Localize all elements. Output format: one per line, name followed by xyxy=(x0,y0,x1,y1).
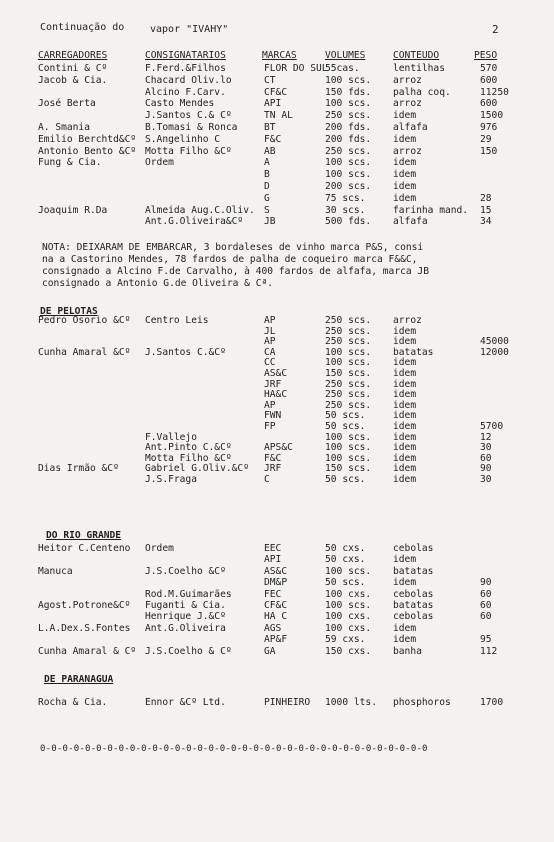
mark-cell: PINHEIRO xyxy=(264,697,311,708)
consignee-cell: J.S.Coelho &Cº xyxy=(145,565,226,577)
contents-cell: idem xyxy=(393,463,417,475)
weight-cell: 34 xyxy=(480,216,492,228)
consignee-cell: Fuganti & Cia. xyxy=(145,600,226,611)
mark-cell: C xyxy=(264,474,270,485)
volume-cell: 250 scs. xyxy=(325,325,372,337)
mark-cell: S xyxy=(264,204,270,216)
mark-cell: D xyxy=(264,181,270,192)
weight-cell: 11250 xyxy=(480,86,509,98)
volume-cell: 100 scs. xyxy=(325,431,372,443)
consignee-cell: Chacard Oliv.lo xyxy=(145,74,232,86)
weight-cell: 60 xyxy=(480,588,492,600)
mark-cell: API xyxy=(264,554,282,566)
mark-cell: A xyxy=(264,157,270,169)
contents-cell: batatas xyxy=(393,565,434,577)
weight-cell: 29 xyxy=(480,133,492,145)
contents-cell: alfafa xyxy=(393,122,428,133)
contents-cell: idem xyxy=(393,110,417,122)
volume-cell: 50 cxs. xyxy=(325,554,366,566)
weight-cell: 15 xyxy=(480,204,492,216)
contents-cell: palha coq. xyxy=(393,86,451,98)
contents-cell: cebolas xyxy=(393,543,434,554)
mark-cell: HA&C xyxy=(264,389,288,401)
volume-cell: 100 scs. xyxy=(325,157,372,169)
weight-cell: 28 xyxy=(480,192,492,204)
weight-cell: 570 xyxy=(480,63,498,74)
note-line: consignado a Antonio G.de Oliveira & Cª. xyxy=(42,278,274,289)
mark-cell: CC xyxy=(264,357,276,369)
volume-cell: 150 scs. xyxy=(325,368,372,379)
mark-cell: FWN xyxy=(264,410,282,422)
weight-cell: 30 xyxy=(480,442,492,454)
note-line: consignado a Alcino F.de Carvalho, à 400 fardos de alfafa, marca JB xyxy=(42,266,429,277)
consignee-cell: Ant.Pinto C.&Cº xyxy=(145,442,232,454)
mark-cell: B xyxy=(264,169,270,181)
contents-cell: farinha mand. xyxy=(393,204,469,216)
consignor-cell: Contini & Cº xyxy=(38,63,108,74)
volume-cell: 55cas. xyxy=(325,63,360,74)
volume-cell: 100 scs. xyxy=(325,600,372,611)
volume-cell: 250 scs. xyxy=(325,315,372,326)
header-volumes: VOLUMES xyxy=(325,50,366,61)
contents-cell: lentilhas xyxy=(393,63,445,74)
mark-cell: AGS xyxy=(264,622,282,634)
contents-cell: alfafa xyxy=(393,216,428,228)
contents-cell: idem xyxy=(393,452,417,464)
contents-cell: idem xyxy=(393,357,417,369)
volume-cell: 100 scs. xyxy=(325,98,372,110)
contents-cell: idem xyxy=(393,181,417,192)
note-line: NOTA: DEIXARAM DE EMBARCAR, 3 bordaleses de vinho marca P&S, consi xyxy=(42,242,424,253)
volume-cell: 250 scs. xyxy=(325,336,372,348)
volume-cell: 59 cxs. xyxy=(325,634,366,646)
consignee-cell: Motta Filho &Cº xyxy=(145,452,232,464)
consignee-cell: Ant.G.Oliveira xyxy=(145,622,226,634)
mark-cell: F&C xyxy=(264,133,282,145)
consignor-cell: Emilio Berchtd&Cº xyxy=(38,133,137,145)
weight-cell: 1700 xyxy=(480,697,504,708)
mark-cell: CF&C xyxy=(264,86,288,98)
consignor-cell: Agost.Potrone&Cº xyxy=(38,600,131,611)
contents-cell: idem xyxy=(393,431,417,443)
weight-cell: 60 xyxy=(480,452,492,464)
volume-cell: 250 scs. xyxy=(325,399,372,411)
weight-cell: 600 xyxy=(480,98,498,110)
contents-cell: arroz xyxy=(393,315,422,326)
consignor-cell: L.A.Dex.S.Fontes xyxy=(38,622,131,634)
consignor-cell: Antonio Bento &Cº xyxy=(38,145,137,157)
volume-cell: 50 cxs. xyxy=(325,543,366,554)
contents-cell: idem xyxy=(393,399,417,411)
weight-cell: 600 xyxy=(480,74,498,86)
volume-cell: 100 cxs. xyxy=(325,588,372,600)
contents-cell: idem xyxy=(393,157,417,169)
consignee-cell: Ant.G.Oliveira&Cº xyxy=(145,216,244,228)
consignee-cell: F.Ferd.&Filhos xyxy=(145,63,226,74)
contents-cell: idem xyxy=(393,634,417,646)
volume-cell: 150 scs. xyxy=(325,463,372,475)
header-consignors: CARREGADORES xyxy=(38,50,108,61)
consignee-cell: J.S.Coelho & Cº xyxy=(145,645,232,657)
header-contents: CONTEUDO xyxy=(393,50,440,61)
mark-cell: G xyxy=(264,192,270,204)
consignee-cell: Rod.M.Guimarães xyxy=(145,588,232,600)
contents-cell: idem xyxy=(393,622,417,634)
consignor-cell: Dias Irmão &Cº xyxy=(38,463,119,475)
volume-cell: 500 fds. xyxy=(325,216,372,228)
consignor-cell: Cunha Amaral &Cº xyxy=(38,346,131,358)
contents-cell: idem xyxy=(393,378,417,390)
volume-cell: 1000 lts. xyxy=(325,697,377,708)
weight-cell: 1500 xyxy=(480,110,504,122)
consignee-cell: B.Tomasi & Ronca xyxy=(145,122,238,133)
contents-cell: banha xyxy=(393,645,422,657)
consignor-cell: Manuca xyxy=(38,565,73,577)
weight-cell: 5700 xyxy=(480,421,504,432)
contents-cell: idem xyxy=(393,336,417,348)
contents-cell: idem xyxy=(393,169,417,181)
volume-cell: 75 scs. xyxy=(325,192,366,204)
page-number: 2 xyxy=(492,23,499,36)
volume-cell: 150 cxs. xyxy=(325,645,372,657)
contents-cell: idem xyxy=(393,577,417,589)
contents-cell: arroz xyxy=(393,98,422,110)
contents-cell: idem xyxy=(393,133,417,145)
consignor-cell: José Berta xyxy=(38,98,96,110)
mark-cell: FP xyxy=(264,421,276,432)
weight-cell: 12000 xyxy=(480,346,509,358)
consignee-cell: Alcino F.Carv. xyxy=(145,86,226,98)
consignee-cell: Gabriel G.Oliv.&Cº xyxy=(145,463,249,475)
consignee-cell: Motta Filho &Cº xyxy=(145,145,232,157)
mark-cell: CT xyxy=(264,74,276,86)
volume-cell: 50 scs. xyxy=(325,410,366,422)
weight-cell: 30 xyxy=(480,474,492,485)
contents-cell: idem xyxy=(393,554,417,566)
volume-cell: 100 scs. xyxy=(325,346,372,358)
volume-cell: 30 scs. xyxy=(325,204,366,216)
weight-cell: 95 xyxy=(480,634,492,646)
section-heading-pelotas: DE PELOTAS xyxy=(40,306,98,317)
volume-cell: 50 scs. xyxy=(325,474,366,485)
mark-cell: HA C xyxy=(264,611,288,623)
consignee-cell: Ordem xyxy=(145,543,174,554)
weight-cell: 150 xyxy=(480,145,498,157)
consignor-cell: Heitor C.Centeno xyxy=(38,543,131,554)
volume-cell: 200 fds. xyxy=(325,122,372,133)
volume-cell: 250 scs. xyxy=(325,389,372,401)
contents-cell: idem xyxy=(393,421,417,432)
mark-cell: FLOR DO SUL xyxy=(264,63,328,74)
consignor-cell: A. Smania xyxy=(38,122,90,133)
consignee-cell: Casto Mendes xyxy=(145,98,215,110)
weight-cell: 112 xyxy=(480,645,498,657)
contents-cell: batatas xyxy=(393,346,434,358)
contents-cell: phosphoros xyxy=(393,697,451,708)
consignor-cell: Jacob & Cia. xyxy=(38,74,108,86)
contents-cell: idem xyxy=(393,325,417,337)
consignee-cell: S.Angelinho C xyxy=(145,133,221,145)
contents-cell: arroz xyxy=(393,145,422,157)
volume-cell: 100 cxs. xyxy=(325,622,372,634)
consignor-cell: Joaquim R.Da xyxy=(38,204,108,216)
consignee-cell: Centro Leis xyxy=(145,315,209,326)
contents-cell: idem xyxy=(393,474,417,485)
volume-cell: 100 cxs. xyxy=(325,611,372,623)
mark-cell: JRF xyxy=(264,463,282,475)
weight-cell: 12 xyxy=(480,431,492,443)
mark-cell: TN AL xyxy=(264,110,293,122)
section-heading-rio-grande: DO RIO GRANDE xyxy=(46,530,122,541)
mark-cell: API xyxy=(264,98,282,110)
consignee-cell: J.Santos C.&Cº xyxy=(145,346,226,358)
mark-cell: JL xyxy=(264,325,276,337)
header-weight: PESO xyxy=(474,50,498,61)
mark-cell: EEC xyxy=(264,543,282,554)
consignor-cell: Pedro Osorio &Cº xyxy=(38,315,131,326)
consignor-cell: Fung & Cia. xyxy=(38,157,102,169)
section-heading-paranagua: DE PARANAGUA xyxy=(44,674,114,685)
contents-cell: cebolas xyxy=(393,588,434,600)
weight-cell: 60 xyxy=(480,600,492,611)
volume-cell: 150 fds. xyxy=(325,86,372,98)
volume-cell: 50 scs. xyxy=(325,577,366,589)
mark-cell: F&C xyxy=(264,452,282,464)
mark-cell: JRF xyxy=(264,378,282,390)
mark-cell: AP&F xyxy=(264,634,288,646)
volume-cell: 100 scs. xyxy=(325,357,372,369)
contents-cell: arroz xyxy=(393,74,422,86)
volume-cell: 100 scs. xyxy=(325,169,372,181)
weight-cell: 90 xyxy=(480,577,492,589)
mark-cell: FEC xyxy=(264,588,282,600)
footer-divider: 0-0-0-0-0-0-0-0-0-0-0-0-0-0-0-0-0-0-0-0-0-0-0-0-0-0-0-0-0-0-0-0-0-0-0 xyxy=(40,744,428,754)
volume-cell: 100 scs. xyxy=(325,452,372,464)
consignee-cell: Ordem xyxy=(145,157,174,169)
contents-cell: cebolas xyxy=(393,611,434,623)
consignee-cell: Ennor &Cº Ltd. xyxy=(145,697,226,708)
volume-cell: 100 scs. xyxy=(325,442,372,454)
volume-cell: 200 scs. xyxy=(325,181,372,192)
vessel-name: vapor "IVAHY" xyxy=(150,24,229,35)
volume-cell: 50 scs. xyxy=(325,421,366,432)
mark-cell: CA xyxy=(264,346,276,358)
contents-cell: idem xyxy=(393,192,417,204)
weight-cell: 90 xyxy=(480,463,492,475)
contents-cell: idem xyxy=(393,389,417,401)
mark-cell: GA xyxy=(264,645,276,657)
consignee-cell: Henrique J.&Cº xyxy=(145,611,226,623)
mark-cell: DM&P xyxy=(264,577,288,589)
volume-cell: 100 scs. xyxy=(325,74,372,86)
consignor-cell: Rocha & Cia. xyxy=(38,697,108,708)
consignee-cell: J.S.Fraga xyxy=(145,474,197,485)
mark-cell: APS&C xyxy=(264,442,293,454)
volume-cell: 100 scs. xyxy=(325,565,372,577)
volume-cell: 250 scs. xyxy=(325,145,372,157)
volume-cell: 250 scs. xyxy=(325,378,372,390)
mark-cell: AB xyxy=(264,145,276,157)
header-consignees: CONSIGNATARIOS xyxy=(145,50,226,61)
contents-cell: idem xyxy=(393,410,417,422)
weight-cell: 60 xyxy=(480,611,492,623)
consignor-cell: Cunha Amaral & Cº xyxy=(38,645,137,657)
mark-cell: BT xyxy=(264,122,276,133)
consignee-cell: Almeida Aug.C.Oliv. xyxy=(145,204,255,216)
note-line: na a Castorino Mendes, 78 fardos de palha de coqueiro marca F&&C, xyxy=(42,254,418,265)
consignee-cell: F.Vallejo xyxy=(145,431,197,443)
header-marks: MARCAS xyxy=(262,50,297,61)
volume-cell: 250 scs. xyxy=(325,110,372,122)
mark-cell: AS&C xyxy=(264,368,288,379)
volume-cell: 200 fds. xyxy=(325,133,372,145)
mark-cell: AP xyxy=(264,399,276,411)
mark-cell: CF&C xyxy=(264,600,288,611)
mark-cell: AP xyxy=(264,315,276,326)
header-title: Continuação do xyxy=(40,22,125,33)
weight-cell: 45000 xyxy=(480,336,509,348)
weight-cell: 976 xyxy=(480,122,498,133)
mark-cell: AP xyxy=(264,336,276,348)
mark-cell: AS&C xyxy=(264,565,288,577)
consignee-cell: J.Santos C.& Cº xyxy=(145,110,232,122)
contents-cell: idem xyxy=(393,442,417,454)
contents-cell: idem xyxy=(393,368,417,379)
contents-cell: batatas xyxy=(393,600,434,611)
mark-cell: JB xyxy=(264,216,276,228)
